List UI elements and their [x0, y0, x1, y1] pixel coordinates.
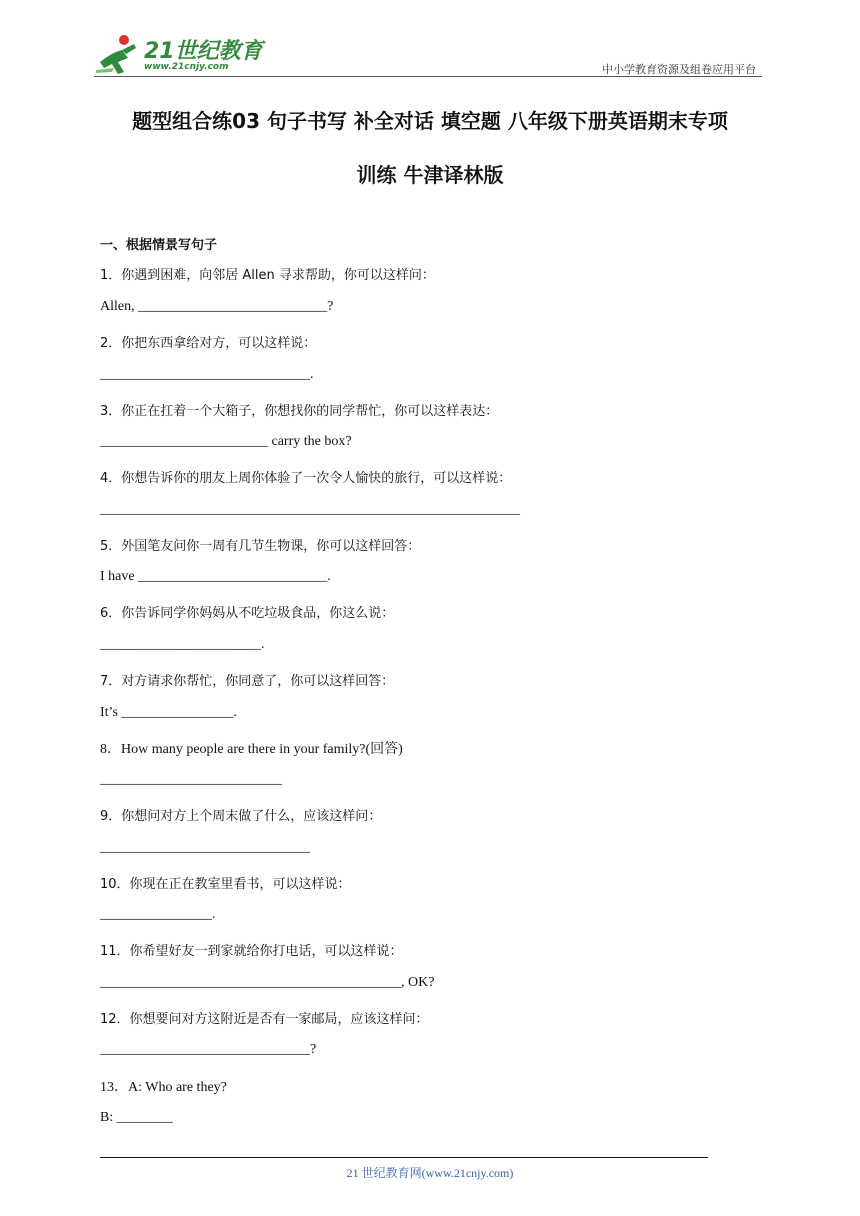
question-prompt: 11．你希望好友一到家就给你打电话，可以这样说：	[100, 944, 403, 959]
question-prompt: 13．A: Who are they?	[100, 1080, 227, 1095]
document-title	[60, 94, 800, 202]
question-prompt: 4．你想告诉你的朋友上周你体验了一次令人愉快的旅行，可以这样说：	[100, 471, 512, 486]
answer-line: __________________________	[100, 772, 282, 787]
question-prompt: 1．你遇到困难，向邻居 Allen 寻求帮助，你可以这样问：	[100, 268, 435, 283]
question-prompt: 8．How many people are there in your family?(回答)	[100, 742, 403, 757]
question-prompt: 3．你正在扛着一个大箱子，你想找你的同学帮忙，你可以这样表达：	[100, 404, 499, 419]
title-line-2: 训练 牛津译林版	[356, 163, 504, 187]
answer-line: ______________________________	[100, 840, 310, 855]
answer-line: ____________________________________________________________	[100, 502, 520, 517]
answer-line: Allen, ___________________________?	[100, 299, 334, 314]
answer-line: I have ___________________________.	[100, 569, 331, 584]
platform-name: 中小学教育资源及组卷应用平台	[602, 63, 756, 76]
answer-line: _______________________.	[100, 637, 265, 652]
logo-url: www.21cnjy.com	[144, 62, 229, 72]
question-prompt: 5．外国笔友问你一周有几节生物课，你可以这样回答：	[100, 539, 421, 554]
site-logo	[94, 32, 264, 76]
answer-line: B: ________	[100, 1110, 173, 1125]
title-line-1: 题型组合练03 句子书写 补全对话 填空题 八年级下册英语期末专项	[132, 109, 728, 133]
header-divider	[94, 76, 762, 77]
question-prompt: 7．对方请求你帮忙，你同意了，你可以这样回答：	[100, 674, 395, 689]
answer-line: ________________.	[100, 907, 216, 922]
runner-logo-icon	[94, 32, 142, 76]
question-prompt: 6．你告诉同学你妈妈从不吃垃圾食品，你这么说：	[100, 606, 395, 621]
question-prompt: 2．你把东西拿给对方，可以这样说：	[100, 336, 317, 351]
question-prompt: 9．你想问对方上个周末做了什么，应该这样问：	[100, 809, 382, 824]
footer-link[interactable]: 21 世纪教育网(www.21cnjy.com)	[346, 1166, 514, 1180]
page-header	[94, 30, 762, 78]
answer-line: ________________________ carry the box?	[100, 434, 352, 449]
section-heading: 一、根据情景写句子	[100, 238, 218, 253]
logo-text: 21世纪教育	[144, 39, 263, 64]
footer-divider	[100, 1157, 708, 1158]
question-prompt: 10．你现在正在教室里看书，可以这样说：	[100, 877, 351, 892]
answer-line: It’s ________________.	[100, 705, 237, 720]
answer-line: ______________________________?	[100, 1042, 317, 1057]
answer-line: ___________________________________________, OK?	[100, 975, 435, 990]
answer-line: ______________________________.	[100, 367, 314, 382]
question-prompt: 12．你想要问对方这附近是否有一家邮局，应该这样问：	[100, 1012, 429, 1027]
